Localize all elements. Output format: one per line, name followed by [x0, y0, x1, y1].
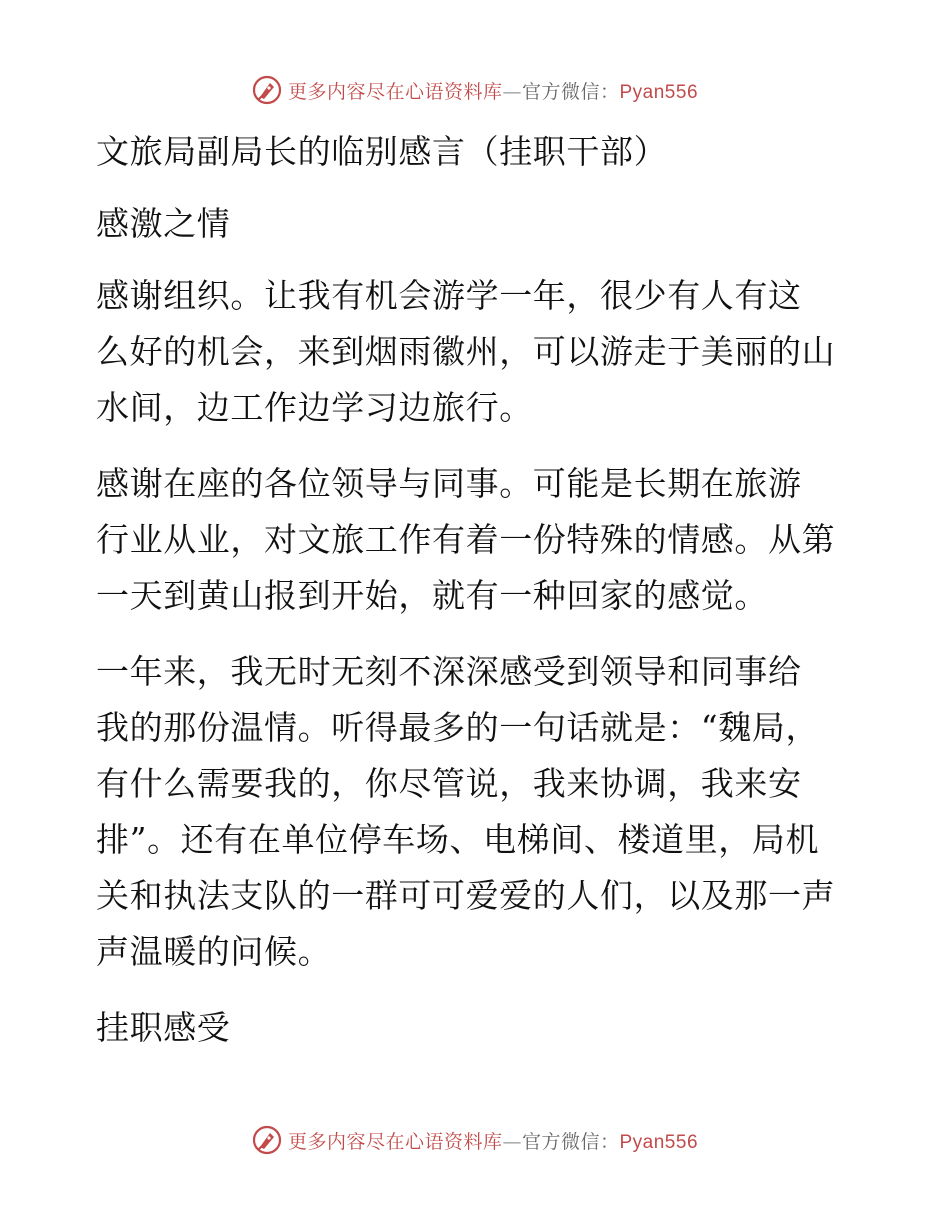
paragraph-line: 感谢组织。让我有机会游学一年，很少有人有这: [96, 276, 802, 315]
watermark-site-text: 更多内容尽在心语资料库: [287, 1130, 503, 1153]
paragraph-line: 感谢在座的各位领导与同事。可能是长期在旅游: [96, 464, 802, 503]
watermark-site-text: 更多内容尽在心语资料库: [287, 80, 503, 103]
watermark-text: [288, 1127, 698, 1154]
paragraph-2: [96, 456, 851, 624]
section-heading-experience: 挂职感受: [96, 1008, 231, 1047]
pen-nib-logo-icon: [252, 1125, 282, 1155]
watermark-text: [288, 77, 698, 104]
paragraph-line: 么好的机会，来到烟雨徽州，可以游走于美丽的山: [96, 332, 836, 371]
paragraph-line: 行业从业，对文旅工作有着一份特殊的情感。从第: [96, 520, 836, 559]
watermark-wechat-id: Pyan556: [619, 81, 699, 103]
watermark-wechat-label: 官方微信：: [521, 80, 620, 103]
paragraph-line: 我的那份温情。听得最多的一句话就是：“魏局，: [96, 708, 820, 747]
watermark-separator: —: [502, 1130, 522, 1153]
document-body: [96, 124, 851, 1072]
watermark-wechat-id: Pyan556: [619, 1131, 699, 1153]
watermark-separator: —: [502, 80, 522, 103]
paragraph-line: 排”。还有在单位停车场、电梯间、楼道里，局机: [96, 820, 820, 859]
paragraph-line: 有什么需要我的，你尽管说，我来协调，我来安: [96, 764, 802, 803]
paragraph-line: 一天到黄山报到开始，就有一种回家的感觉。: [96, 576, 768, 615]
paragraph-1: [96, 268, 851, 436]
document-title: 文旅局副局长的临别感言（挂职干部）: [96, 132, 668, 171]
paragraph-line: 关和执法支队的一群可可爱爱的人们，以及那一声: [96, 876, 836, 915]
paragraph-3: [96, 644, 851, 980]
pen-nib-logo-icon: [252, 75, 282, 105]
section-heading-gratitude: 感激之情: [96, 204, 231, 243]
paragraph-line: 水间，边工作边学习边旅行。: [96, 388, 533, 427]
watermark-wechat-label: 官方微信：: [521, 1130, 620, 1153]
paragraph-line: 一年来，我无时无刻不深深感受到领导和同事给: [96, 652, 802, 691]
watermark-banner-top: [0, 70, 950, 110]
paragraph-line: 声温暖的问候。: [96, 932, 332, 971]
watermark-banner-bottom: [0, 1120, 950, 1160]
